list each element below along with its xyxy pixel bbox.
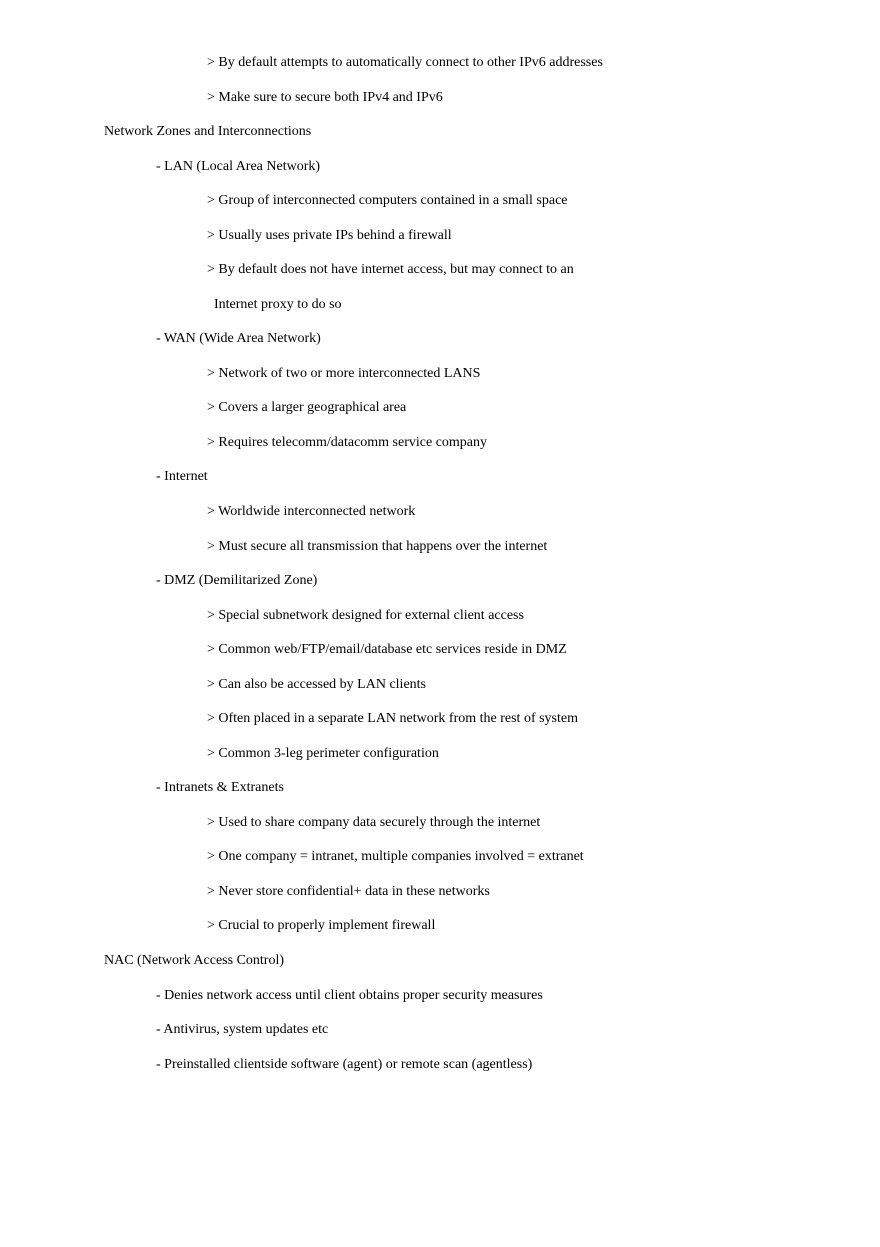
bullet-no-confidential-data: > Never store confidential+ data in these networks	[207, 884, 490, 899]
bullet-intranet-vs-extranet: > One company = intranet, multiple companies involved = extranet	[207, 849, 584, 864]
bullet-lan-internet-access-continued: Internet proxy to do so	[214, 297, 342, 312]
bullet-internet-secure: > Must secure all transmission that happens over the internet	[207, 539, 548, 554]
subheading-lan: - LAN (Local Area Network)	[156, 159, 321, 174]
bullet-nac-denies-access: - Denies network access until client obtains proper security measures	[156, 988, 543, 1003]
subheading-intranets-extranets: - Intranets & Extranets	[156, 780, 284, 795]
bullet-dmz-lan-clients: > Can also be accessed by LAN clients	[207, 677, 426, 692]
bullet-lan-private-ips: > Usually uses private IPs behind a firewall	[207, 228, 452, 243]
bullet-dmz-services: > Common web/FTP/email/database etc services reside in DMZ	[207, 642, 567, 657]
subheading-dmz: - DMZ (Demilitarized Zone)	[156, 573, 318, 588]
bullet-dmz-definition: > Special subnetwork designed for external client access	[207, 608, 524, 623]
section-heading-nac: NAC (Network Access Control)	[104, 953, 285, 968]
subheading-internet: - Internet	[156, 469, 208, 484]
bullet-ipv6-auto-connect: > By default attempts to automatically connect to other IPv6 addresses	[207, 55, 603, 70]
bullet-wan-area: > Covers a larger geographical area	[207, 400, 407, 415]
subheading-wan: - WAN (Wide Area Network)	[156, 331, 321, 346]
bullet-nac-antivirus: - Antivirus, system updates etc	[156, 1022, 329, 1037]
bullet-internet-definition: > Worldwide interconnected network	[207, 504, 416, 519]
bullet-intranet-share-data: > Used to share company data securely through the internet	[207, 815, 541, 830]
bullet-lan-definition: > Group of interconnected computers contained in a small space	[207, 193, 568, 208]
bullet-dmz-separate-lan: > Often placed in a separate LAN network from the rest of system	[207, 711, 578, 726]
bullet-secure-ipv4-ipv6: > Make sure to secure both IPv4 and IPv6	[207, 90, 443, 105]
bullet-wan-definition: > Network of two or more interconnected LANS	[207, 366, 481, 381]
bullet-wan-telecomm: > Requires telecomm/datacomm service company	[207, 435, 488, 450]
bullet-implement-firewall: > Crucial to properly implement firewall	[207, 918, 436, 933]
bullet-nac-agent-agentless: - Preinstalled clientside software (agent) or remote scan (agentless)	[156, 1057, 533, 1072]
bullet-dmz-3-leg: > Common 3-leg perimeter configuration	[207, 746, 439, 761]
section-heading-network-zones: Network Zones and Interconnections	[104, 124, 312, 139]
bullet-lan-internet-access: > By default does not have internet access, but may connect to an	[207, 262, 574, 277]
